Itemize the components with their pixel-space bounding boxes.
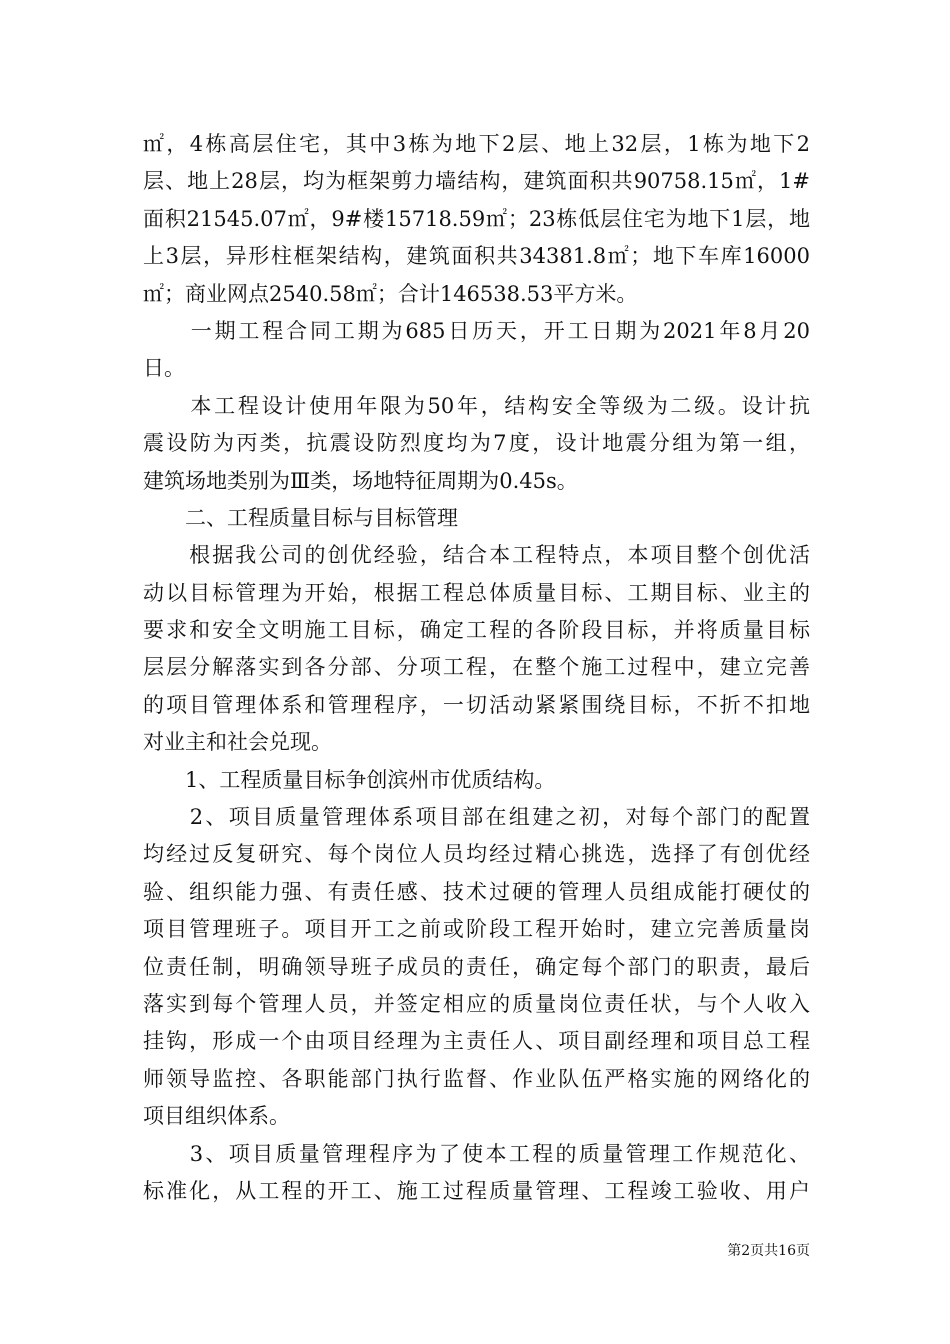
text-line: 项目管理班子。项目开工之前或阶段工程开始时，建立完善质量岗 [143,917,810,942]
text-line: 的项目管理体系和管理程序，一切活动紧紧围绕目标，不折不扣地 [143,692,810,717]
text-line: 一期工程合同工期为685日历天，开工日期为2021年8月20 [143,318,810,343]
text-line: 本工程设计使用年限为50年，结构安全等级为二级。设计抗 [143,393,810,418]
text-line: ㎡，4栋高层住宅，其中3栋为地下2层、地上32层，1栋为地下2 [143,132,810,156]
text-line: 建筑场地类别为Ⅲ类，场地特征周期为0.45s。 [143,468,578,493]
text-line: 标准化，从工程的开工、施工过程质量管理、工程竣工验收、用户 [143,1178,810,1203]
page-number: 第2页共16页 [727,1243,810,1259]
text-line: ㎡；商业网点2540.58㎡；合计146538.53平方米。 [143,281,638,306]
document-body [143,126,810,1210]
text-line: 日。 [143,356,185,381]
text-line: 二、工程质量目标与目标管理 [143,505,458,530]
text-line: 动以目标管理为开始，根据工程总体质量目标、工期目标、业主的 [143,580,810,605]
text-line: 要求和安全文明施工目标，确定工程的各阶段目标，并将质量目标 [143,618,810,643]
text-line: 项目组织体系。 [143,1104,290,1129]
text-line: 师领导监控、各职能部门执行监督、作业队伍严格实施的网络化的 [143,1066,810,1091]
text-line: 层、地上28层，均为框架剪力墙结构，建筑面积共90758.15㎡，1# [143,169,810,194]
text-line: 根据我公司的创优经验，结合本工程特点，本项目整个创优活 [143,543,810,568]
text-line: 均经过反复研究、每个岗位人员均经过精心挑选，选择了有创优经 [143,842,810,867]
text-line: 2、项目质量管理体系项目部在组建之初，对每个部门的配置 [143,805,810,830]
text-line: 上3层，异形柱框架结构，建筑面积共34381.8㎡；地下车库16000 [143,244,810,269]
text-line: 对业主和社会兑现。 [143,730,332,755]
text-line: 挂钩，形成一个由项目经理为主责任人、项目副经理和项目总工程 [143,1029,810,1054]
text-line: 1、工程质量目标争创滨州市优质结构。 [143,767,556,792]
text-line: 层层分解落实到各分部、分项工程，在整个施工过程中，建立完善 [143,655,810,680]
text-line: 验、组织能力强、有责任感、技术过硬的管理人员组成能打硬仗的 [143,879,810,904]
text-line: 面积21545.07㎡，9#楼15718.59㎡；23栋低层住宅为地下1层，地 [143,206,810,231]
text-line: 落实到每个管理人员，并签定相应的质量岗位责任状，与个人收入 [143,991,810,1016]
text-line: 位责任制，明确领导班子成员的责任，确定每个部门的职责，最后 [143,954,810,979]
text-line: 3、项目质量管理程序为了使本工程的质量管理工作规范化、 [143,1141,810,1166]
text-line: 震设防为丙类，抗震设防烈度均为7度，设计地震分组为第一组， [143,431,810,456]
